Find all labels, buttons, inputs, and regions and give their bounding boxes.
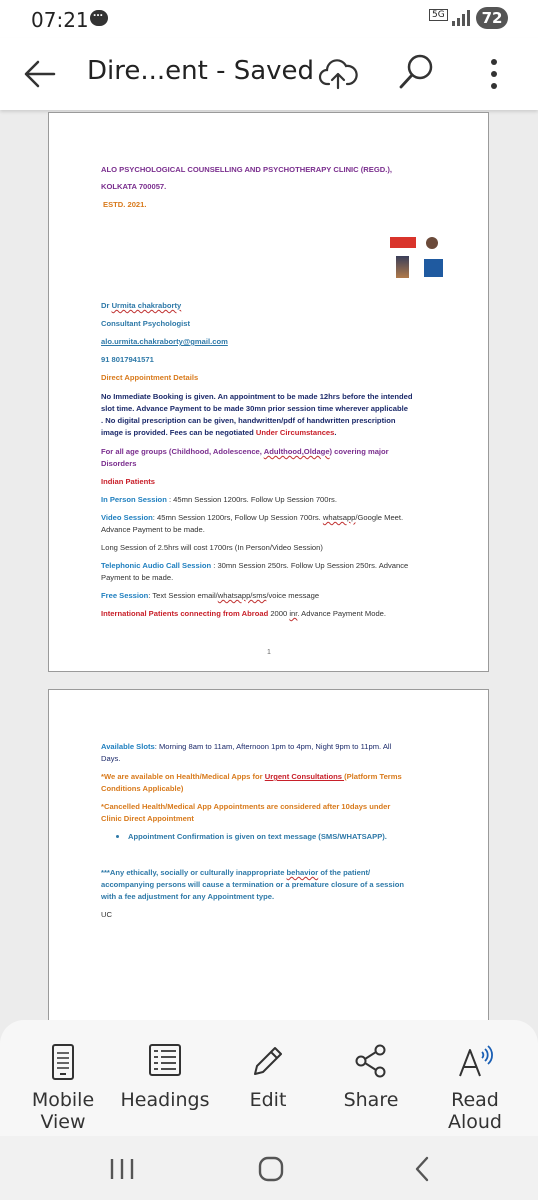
headings-button[interactable]: [115, 1020, 215, 1136]
age-groups-line-2: Disorders: [101, 459, 137, 468]
battery-indicator: 72: [476, 7, 508, 29]
long-session: Long Session of 2.5hrs will cost 1700rs (In Person/Video Session): [101, 543, 323, 552]
more-options-icon[interactable]: [482, 54, 506, 94]
mobile-view-icon: [51, 1044, 75, 1080]
video-session: Video Session: 45mn Session 1200rs, Follow Up Session 700rs. whatsapp/Google Meet.: [101, 513, 404, 522]
headings-icon: [149, 1044, 181, 1076]
cancelled-appointments-line-2: Clinic Direct Appointment: [101, 814, 194, 823]
edit-label: Edit: [249, 1089, 287, 1111]
edit-button[interactable]: [218, 1020, 318, 1136]
doctor-email-link[interactable]: alo.urmita.chakraborty@gmail.com: [101, 337, 228, 346]
signature-initials: UC: [101, 910, 112, 919]
back-nav-icon[interactable]: [402, 1154, 442, 1184]
system-navigation-bar: [0, 1136, 538, 1200]
clinic-city: KOLKATA 700057.: [101, 182, 167, 191]
clinic-established: ESTD. 2021.: [103, 200, 147, 209]
video-session-line-2: Advance Payment to be made.: [101, 525, 205, 534]
document-page-1[interactable]: [48, 112, 489, 672]
health-apps-line-2: Conditions Applicable): [101, 784, 184, 793]
page-number: 1: [267, 649, 271, 656]
document-page-2[interactable]: [48, 689, 489, 1029]
free-session: Free Session: Text Session email/whatsapp/sms/voice message: [101, 591, 320, 600]
headings-label: Headings: [120, 1089, 210, 1111]
bullet-dot: [116, 835, 119, 838]
cancelled-appointments-line-1: *Cancelled Health/Medical App Appointments are considered after 10days under: [101, 802, 391, 811]
certificate-image-3: [396, 256, 409, 278]
confirmation-bullet: Appointment Confirmation is given on text message (SMS/WHATSAPP).: [128, 832, 387, 841]
read-aloud-button[interactable]: [425, 1020, 525, 1136]
pencil-icon: [251, 1044, 285, 1078]
international-patients: International Patients connecting from Abroad 2000 inr. Advance Payment Mode.: [101, 609, 387, 618]
certificate-image-1: [390, 237, 416, 248]
booking-note-line-2: slot time. Advance Payment to be made 30mn prior session time wherever applicable: [101, 404, 408, 413]
indian-patients-heading: Indian Patients: [101, 477, 156, 486]
bottom-toolbar: [0, 1020, 538, 1136]
share-icon: [354, 1044, 388, 1078]
signal-icon: [452, 10, 470, 26]
search-icon[interactable]: [396, 52, 436, 92]
mobile-view-button[interactable]: [13, 1020, 113, 1136]
status-bar: [0, 0, 538, 38]
read-aloud-icon: [457, 1044, 493, 1078]
doctor-role: Consultant Psychologist: [101, 319, 191, 328]
direct-appointment-heading: Direct Appointment Details: [101, 373, 199, 382]
ethics-line-1: ***Any ethically, socially or culturally inappropriate behavior of the patient/: [101, 868, 371, 877]
certificate-image-4: [424, 259, 443, 277]
telephonic-session: Telephonic Audio Call Session : 30mn Session 250rs. Follow Up Session 250rs. Advance: [101, 561, 409, 570]
mobile-view-label: Mobile View: [31, 1089, 95, 1133]
certificate-image-2: [426, 237, 438, 249]
network-type: 5G: [429, 9, 448, 21]
cloud-upload-icon[interactable]: [318, 54, 358, 94]
chat-notification-icon: [90, 10, 108, 26]
in-person-session: In Person Session : 45mn Session 1200rs. Follow Up Session 700rs.: [101, 495, 337, 504]
health-apps-line-1: *We are available on Health/Medical Apps for Urgent Consultations (Platform Terms: [101, 772, 402, 781]
telephonic-session-line-2: Payment to be made.: [101, 573, 174, 582]
recent-apps-icon[interactable]: [102, 1154, 142, 1184]
status-time: 07:21: [31, 8, 89, 32]
share-label: Share: [343, 1089, 399, 1111]
booking-note-line-4: image is provided. Fees can be negotiated Under Circumstances.: [101, 428, 337, 437]
home-icon[interactable]: [251, 1154, 291, 1184]
booking-note-line-1: No Immediate Booking is given. An appointment to be made 12hrs before the intended: [101, 392, 413, 401]
document-title[interactable]: Dire...ent - Saved: [87, 56, 315, 86]
available-slots-line-2: Days.: [101, 754, 121, 763]
available-slots: Available Slots: Morning 8am to 11am, Afternoon 1pm to 4pm, Night 9pm to 11pm. All: [101, 742, 392, 751]
app-bar: [0, 38, 538, 110]
back-arrow-icon[interactable]: [20, 54, 60, 94]
clinic-name: ALO PSYCHOLOGICAL COUNSELLING AND PSYCHOTHERAPY CLINIC (REGD.),: [101, 165, 392, 174]
ethics-line-2: accompanying persons will cause a termination or a premature closure of a session: [101, 880, 405, 889]
read-aloud-label: Read Aloud: [447, 1089, 502, 1133]
booking-note-line-3: . No digital prescription can be given, handwritten/pdf of handwritten prescription: [101, 416, 396, 425]
age-groups-line-1: For all age groups (Childhood, Adolescence, Adulthood,Oldage) covering major: [101, 447, 389, 456]
doctor-phone: 91 8017941571: [101, 355, 154, 364]
doctor-name: Dr Urmita chakraborty: [101, 301, 182, 310]
ethics-line-3: with a fee adjustment for any Appointment type.: [101, 892, 275, 901]
share-button[interactable]: [321, 1020, 421, 1136]
